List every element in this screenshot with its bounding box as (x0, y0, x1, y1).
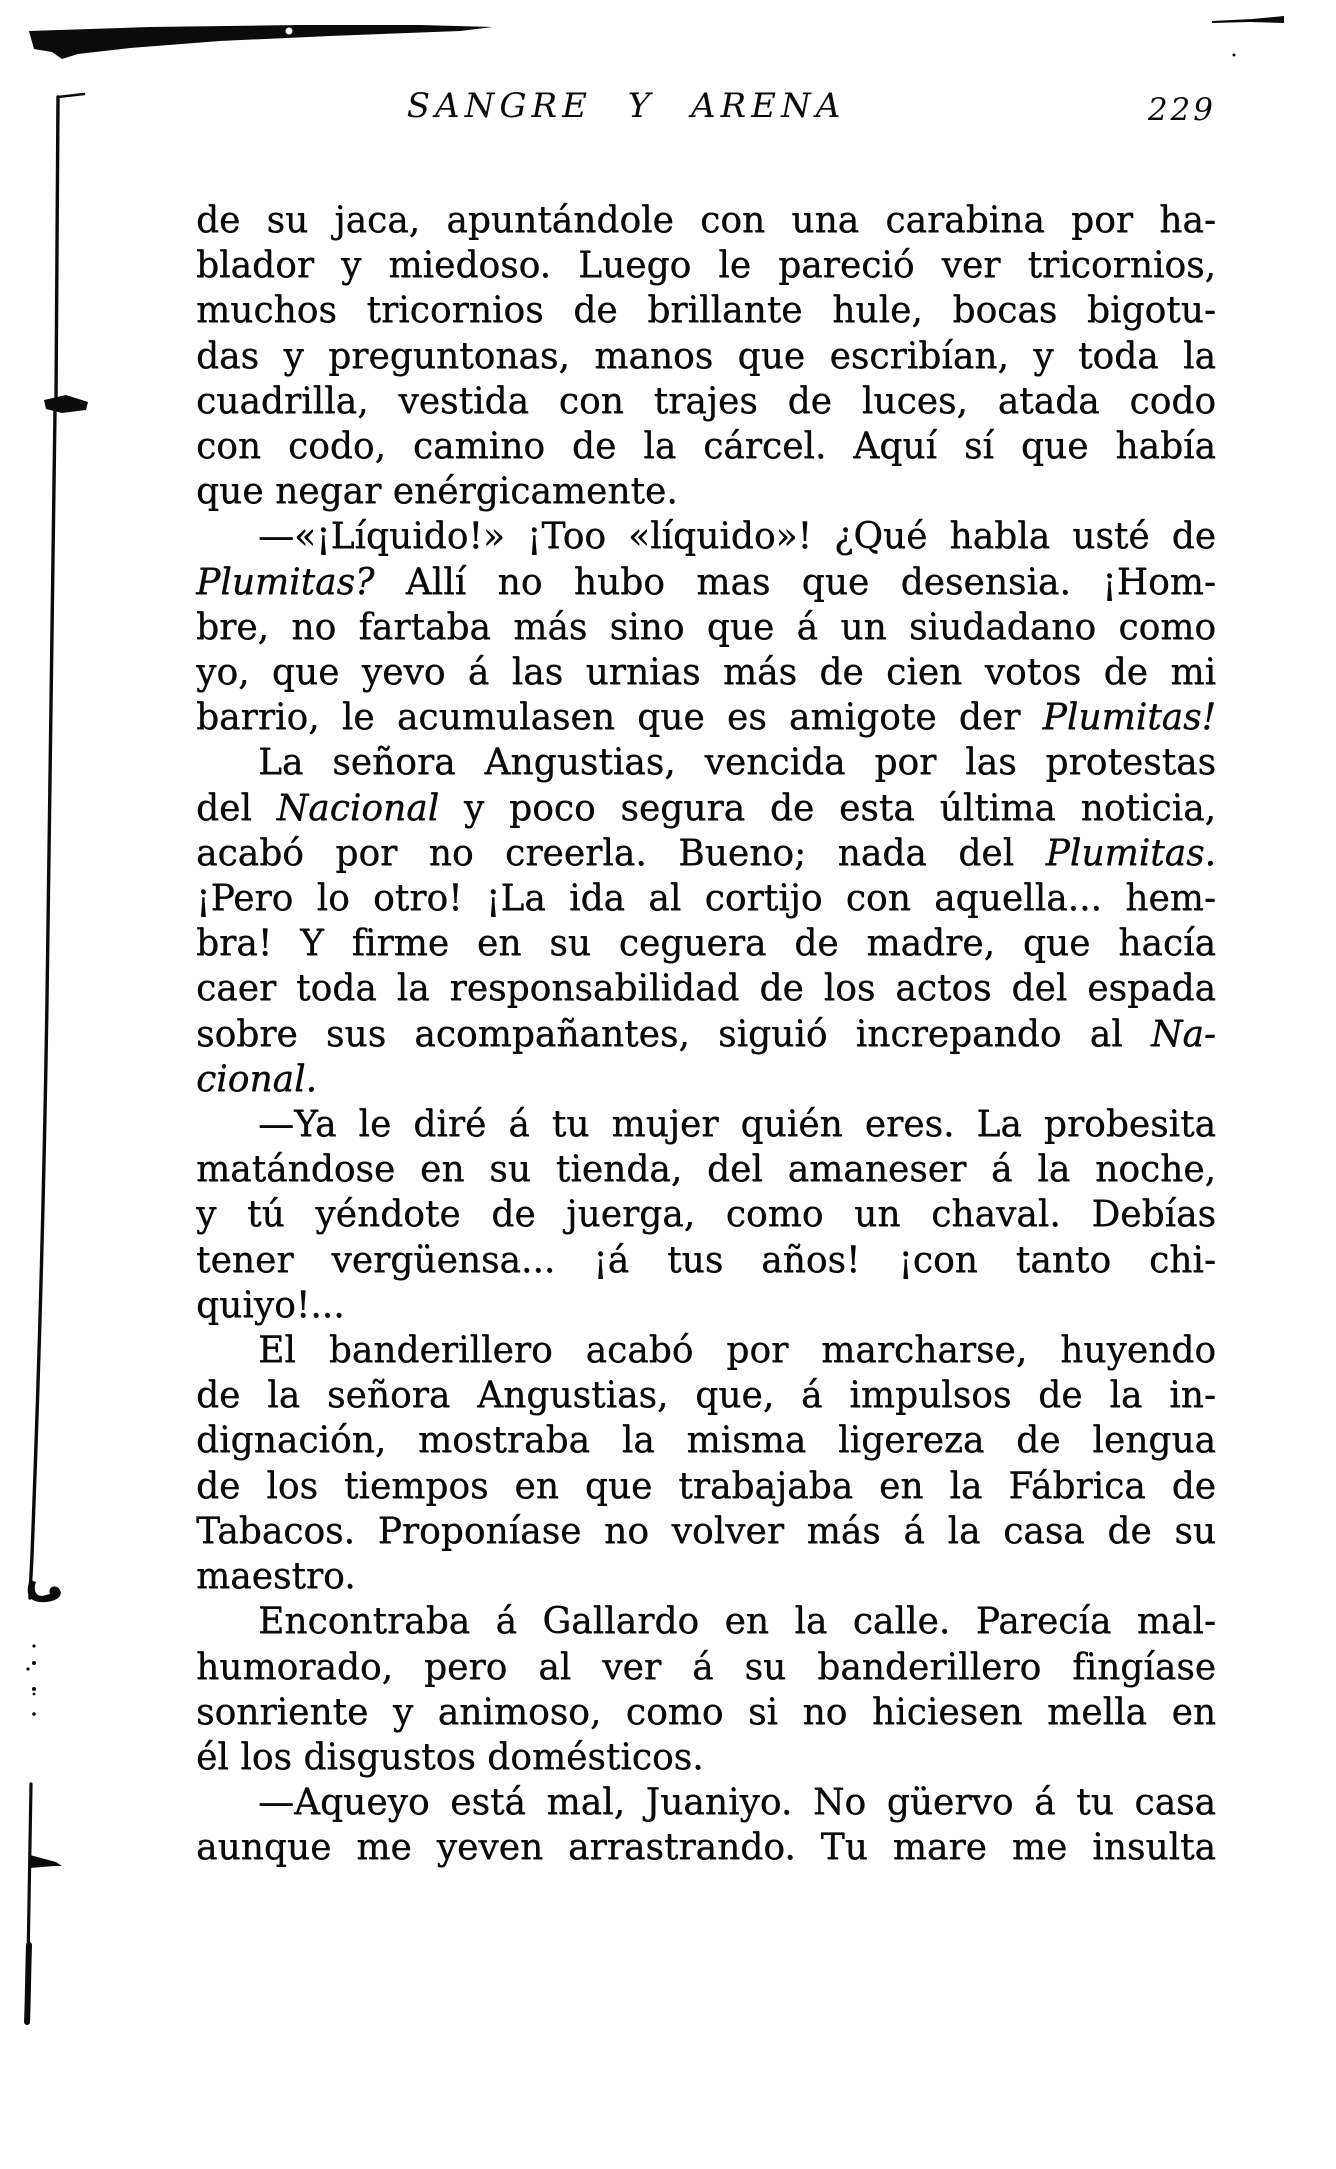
text-segment: dignación, mostraba la misma ligereza de lengua (196, 1420, 1216, 1462)
ink-smudge-artifact (29, 25, 493, 59)
text-segment: —Ya le diré á tu mujer quién eres. La probesita (258, 1104, 1216, 1146)
text-segment: sonriente y animoso, como si no hiciesen mella en (196, 1691, 1216, 1733)
text-line (196, 1645, 1216, 1690)
text-line (196, 1418, 1216, 1463)
text-line (196, 1599, 1216, 1644)
text-segment: de su jaca, apuntándole con una carabina por ha- (196, 200, 1216, 241)
text-segment: aunque me yeven arrastrando. Tu mare me insulta (196, 1827, 1216, 1869)
text-segment: muchos tricornios de brillante hule, bocas bigotu- (196, 290, 1216, 332)
text-line (196, 650, 1216, 695)
text-segment: sobre sus acompañantes, siguió increpando al (196, 1013, 1151, 1055)
text-line (196, 1825, 1216, 1870)
text-segment: ¡Pero lo otro! ¡La ida al cortijo con aquella... hem- (196, 878, 1216, 920)
text-line (196, 1328, 1216, 1373)
margin-line-artifact (30, 94, 84, 1598)
text-segment: cuadrilla, vestida con trajes de luces, atada codo (196, 380, 1216, 422)
text-segment: Allí no hubo mas que desensia. ¡Hom- (374, 561, 1216, 603)
text-segment: él los disgustos domésticos. (196, 1736, 704, 1778)
text-line (196, 334, 1216, 379)
text-segment: —«¡Líquido!» ¡Too «líquido»! ¿Qué habla usté de (258, 516, 1216, 558)
text-segment: —Aqueyo está mal, Juaniyo. No güervo á tu casa (258, 1782, 1216, 1824)
text-segment: blador y miedoso. Luego le pareció ver tricornios, (196, 245, 1216, 287)
text-segment: de la señora Angustias, que, á impulsos de la in- (196, 1375, 1216, 1417)
text-line (196, 1690, 1216, 1735)
text-segment: con codo, camino de la cárcel. Aquí sí que había (196, 426, 1216, 468)
text-block (196, 198, 1216, 1871)
text-segment: humorado, pero al ver á su banderillero fingíase (196, 1646, 1216, 1688)
curl-artifact (28, 1580, 61, 1602)
text-segment: El banderillero acabó por marcharse, huyendo (258, 1330, 1216, 1372)
text-segment: del (196, 787, 277, 829)
italic-text-segment: Plumitas! (1042, 697, 1216, 739)
text-segment: das y preguntonas, manos que escribían, y toda la (196, 335, 1216, 377)
text-segment: bra! Y firme en su ceguera de madre, que hacía (196, 923, 1216, 965)
text-segment: bre, no fartaba más sino que á un siudadano como (196, 606, 1216, 648)
speck-artifact (1233, 54, 1236, 57)
text-line (196, 1554, 1216, 1599)
text-segment: maestro. (196, 1556, 356, 1598)
text-line (196, 198, 1216, 243)
running-header-title: SANGRE Y ARENA (406, 86, 846, 126)
text-line (196, 921, 1216, 966)
text-line (196, 424, 1216, 469)
text-line (196, 1192, 1216, 1237)
text-line (196, 1283, 1216, 1328)
text-segment: tener vergüensa... ¡á tus años! ¡con tanto chi- (196, 1239, 1216, 1281)
text-line (196, 1238, 1216, 1283)
text-segment: y tú yéndote de juerga, como un chaval. Debías (196, 1194, 1216, 1236)
text-line (196, 1147, 1216, 1192)
text-line (196, 1012, 1216, 1057)
blob-artifact (44, 395, 88, 413)
italic-text-segment: Plumitas? (196, 561, 375, 603)
text-line (196, 1464, 1216, 1509)
italic-text-segment: Na- (1150, 1013, 1216, 1055)
text-segment: acabó por no creerla. Bueno; nada del (196, 832, 1046, 874)
lower-margin-line-artifact (27, 1784, 62, 2022)
text-segment: y poco segura de esta última noticia, (439, 787, 1216, 829)
text-segment: barrio, le acumulasen que es amigote der (196, 697, 1043, 739)
text-segment: yo, que yevo á las urnias más de cien votos de mi (196, 652, 1216, 694)
text-line (196, 514, 1216, 559)
text-segment: que negar enérgicamente. (196, 471, 678, 513)
dotted-trail-artifact (26, 1644, 36, 1715)
text-line (196, 560, 1216, 605)
text-line (196, 1735, 1216, 1780)
italic-text-segment: Plumitas. (1045, 832, 1216, 874)
text-line (196, 243, 1216, 288)
text-segment: caer toda la responsabilidad de los actos del espada (196, 968, 1216, 1010)
text-line (196, 288, 1216, 333)
italic-text-segment: cional. (196, 1058, 317, 1100)
text-line (196, 379, 1216, 424)
text-segment: quiyo!... (196, 1284, 345, 1326)
text-segment: Tabacos. Proponíase no volver más á la casa de su (196, 1510, 1216, 1552)
page-number: 229 (1147, 92, 1216, 128)
text-line (196, 695, 1216, 740)
text-line (196, 786, 1216, 831)
text-line (196, 831, 1216, 876)
text-segment: Encontraba á Gallardo en la calle. Parecía mal- (258, 1601, 1216, 1643)
text-line (196, 1509, 1216, 1554)
text-line (196, 1373, 1216, 1418)
text-line (196, 605, 1216, 650)
text-line (196, 876, 1216, 921)
text-line (196, 1057, 1216, 1102)
text-line (196, 469, 1216, 514)
text-segment: matándose en su tienda, del amaneser á la noche, (196, 1149, 1216, 1191)
text-line (196, 740, 1216, 785)
italic-text-segment: Nacional (276, 787, 440, 829)
text-line (196, 966, 1216, 1011)
text-segment: de los tiempos en que trabajaba en la Fábrica de (196, 1465, 1216, 1507)
top-right-line-artifact (1212, 16, 1284, 23)
text-line (196, 1780, 1216, 1825)
text-line (196, 1102, 1216, 1147)
text-segment: La señora Angustias, vencida por las protestas (258, 742, 1216, 784)
